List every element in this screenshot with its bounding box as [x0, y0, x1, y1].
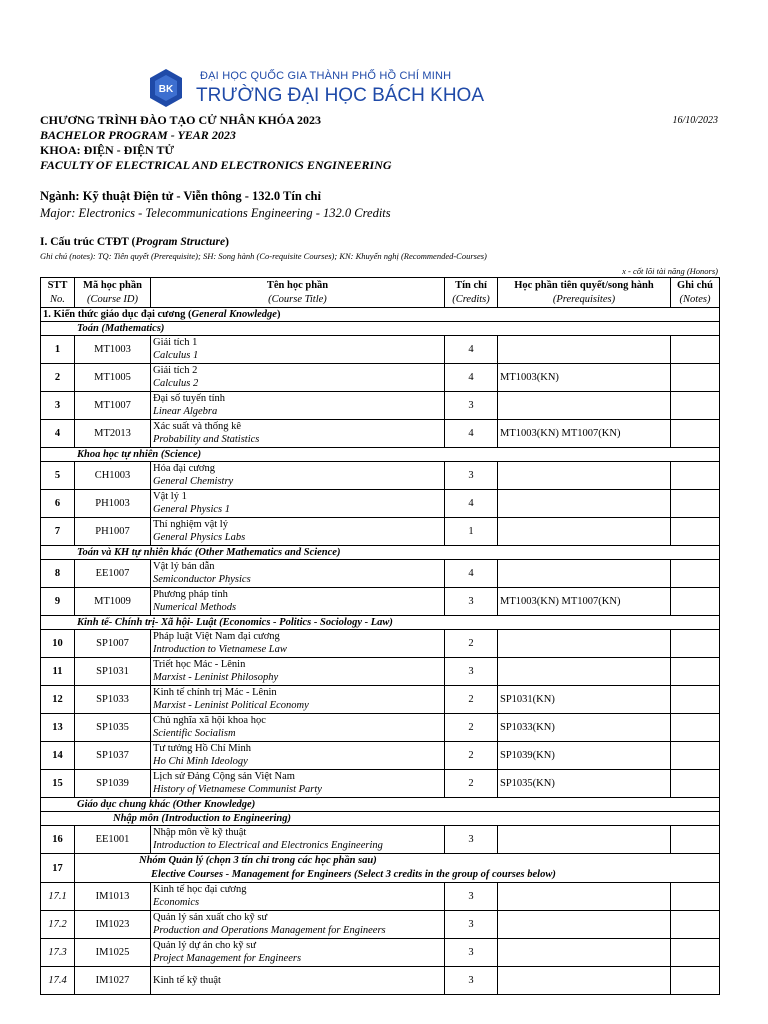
document-date: 16/10/2023	[672, 115, 718, 126]
group-row: Kinh tế- Chính trị- Xã hội- Luật (Economics - Politics - Sociology - Law)	[41, 616, 720, 630]
table-row: 15 SP1039 Lịch sử Đảng Cộng sản Việt Nam History of Vietnamese Communist Party 2 SP1035(KN)	[41, 770, 720, 798]
honors-legend: x - cốt lõi tài năng (Honors)	[622, 266, 718, 276]
university-parent-name: ĐẠI HỌC QUỐC GIA THÀNH PHỐ HỒ CHÍ MINH	[200, 70, 452, 82]
group-row: Khoa học tự nhiên (Science)	[41, 448, 720, 462]
table-row: 12 SP1033 Kinh tế chính trị Mác - Lênin Marxist - Leninist Political Economy 2 SP1031(KN)	[41, 686, 720, 714]
group-row: Nhập môn (Introduction to Engineering)	[41, 812, 720, 826]
table-header-row	[41, 278, 720, 308]
university-logo	[148, 68, 184, 108]
table-row: 16 EE1001 Nhập môn về kỹ thuật Introduction to Electrical and Electronics Engineering 3	[41, 826, 720, 854]
major-en: Major: Electronics - Telecommunications Engineering - 132.0 Credits	[40, 206, 391, 220]
curriculum-table	[40, 277, 720, 995]
table-row: 9 MT1009 Phương pháp tính Numerical Methods 3 MT1003(KN) MT1007(KN)	[41, 588, 720, 616]
table-row: 6 PH1003 Vật lý 1 General Physics 1 4	[41, 490, 720, 518]
group-row: Toán và KH tự nhiên khác (Other Mathematics and Science)	[41, 546, 720, 560]
university-name: TRƯỜNG ĐẠI HỌC BÁCH KHOA	[196, 85, 484, 106]
col-header-no: STT No.	[41, 278, 75, 308]
table-row: 5 CH1003 Hóa đại cương General Chemistry 3	[41, 462, 720, 490]
faculty-vn: KHOA: ĐIỆN - ĐIỆN TỬ	[40, 143, 175, 157]
section-row: 1. Kiến thức giáo dục đại cương (General Knowledge)	[41, 308, 720, 322]
table-row: 3 MT1007 Đại số tuyến tính Linear Algebra 3	[41, 392, 720, 420]
faculty-en: FACULTY OF ELECTRICAL AND ELECTRONICS ENGINEERING	[40, 158, 392, 172]
table-row: 2 MT1005 Giải tích 2 Calculus 2 4 MT1003(KN)	[41, 364, 720, 392]
major-vn: Ngành: Kỹ thuật Điện tử - Viễn thông - 132.0 Tín chỉ	[40, 189, 321, 203]
table-row: 13 SP1035 Chủ nghĩa xã hội khoa học Scientific Socialism 2 SP1033(KN)	[41, 714, 720, 742]
col-header-prereq: Học phần tiên quyết/song hành (Prerequisites)	[498, 278, 671, 308]
group-row: Giáo dục chung khác (Other Knowledge)	[41, 798, 720, 812]
table-row: 8 EE1007 Vật lý bán dẫn Semiconductor Physics 4	[41, 560, 720, 588]
table-row: 14 SP1037 Tư tưởng Hồ Chí Minh Ho Chi Minh Ideology 2 SP1039(KN)	[41, 742, 720, 770]
table-row: 1 MT1003 Giải tích 1 Calculus 1 4	[41, 336, 720, 364]
program-title-vn: CHƯƠNG TRÌNH ĐÀO TẠO CỬ NHÂN KHÓA 2023	[40, 113, 322, 127]
table-row: 17.1 IM1013 Kinh tế học đại cương Economics 3	[41, 883, 720, 911]
section-heading: I. Cấu trúc CTĐT (Program Structure)	[40, 236, 229, 248]
group-row: Toán (Mathematics)	[41, 322, 720, 336]
svg-text:BK: BK	[158, 84, 174, 95]
table-row: 11 SP1031 Triết học Mác - Lênin Marxist - Leninist Philosophy 3	[41, 658, 720, 686]
col-header-credits: Tín chỉ (Credits)	[445, 278, 498, 308]
col-header-code: Mã học phần (Course ID)	[75, 278, 151, 308]
col-header-notes: Ghi chú (Notes)	[671, 278, 720, 308]
table-row: 4 MT2013 Xác suất và thống kê Probability and Statistics 4 MT1003(KN) MT1007(KN)	[41, 420, 720, 448]
col-header-title: Tên học phần (Course Title)	[151, 278, 445, 308]
table-row: 17.4 IM1027 Kinh tế kỹ thuật 3	[41, 967, 720, 995]
table-row: 10 SP1007 Pháp luật Việt Nam đại cương Introduction to Vietnamese Law 2	[41, 630, 720, 658]
program-title-en: BACHELOR PROGRAM - YEAR 2023	[40, 128, 236, 142]
elective-group-row: 17 Nhóm Quản lý (chọn 3 tín chỉ trong các học phần sau) Elective Courses - Management for Engineers (Select 3 credits in the group of courses below)	[41, 854, 720, 883]
notes-legend: Ghi chú (notes): TQ: Tiên quyết (Prerequisite); SH: Song hành (Co-requisite Courses); KN: Khuyến nghị (Recommended-Courses)	[40, 251, 487, 261]
table-row: 7 PH1007 Thí nghiệm vật lý General Physics Labs 1	[41, 518, 720, 546]
table-row: 17.2 IM1023 Quản lý sản xuất cho kỹ sư Production and Operations Management for Engineers 3	[41, 911, 720, 939]
table-row: 17.3 IM1025 Quản lý dự án cho kỹ sư Project Management for Engineers 3	[41, 939, 720, 967]
